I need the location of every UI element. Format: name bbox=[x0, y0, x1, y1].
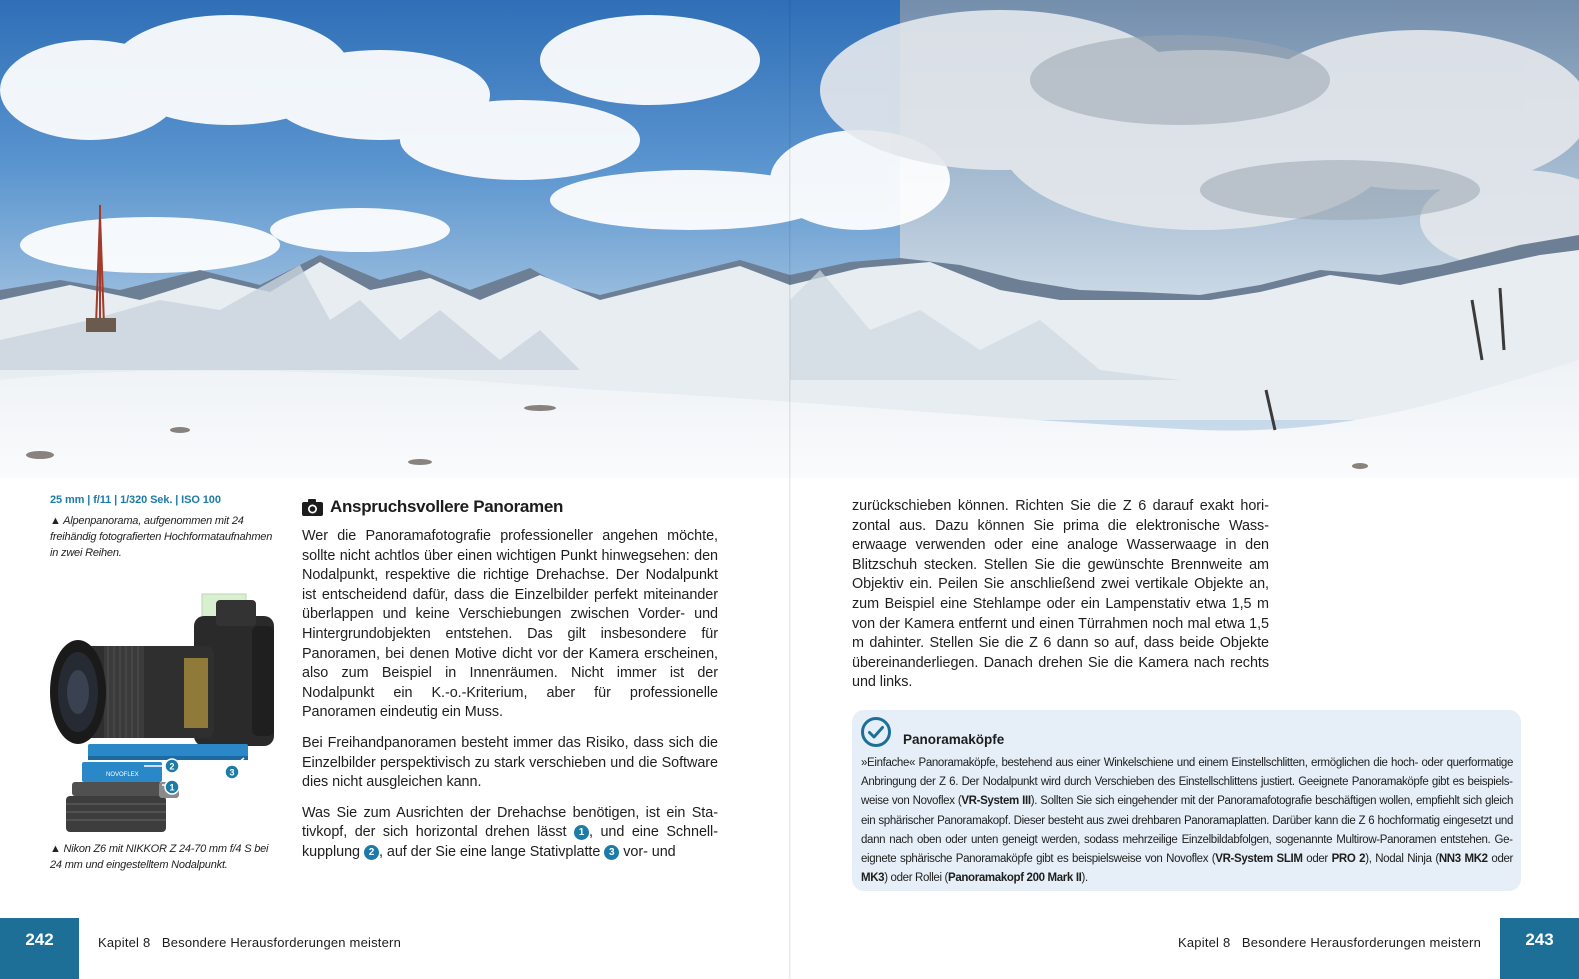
tip-box bbox=[852, 710, 1521, 891]
callout-2-label: 2 bbox=[169, 761, 175, 772]
running-footer-left: Kapitel 8 Besondere Herausforderungen meistern bbox=[98, 935, 401, 950]
text-run: oder bbox=[1487, 853, 1514, 866]
panorama-caption: ▲ Alpenpanorama, aufgenommen mit 24 freihändig fotografierten Hochformataufnahmen in zwei Reihen. bbox=[50, 515, 273, 559]
paragraph: zurückschieben können. Richten Sie die Z 6 darauf exakt horizontal aus. Dazu können Sie prima die elektronische Wasserwaage verwenden oder eine analoge Wasserwaage in den Blitzschuh stecken. Stellen Sie die gewünschte Brennweite am Objektiv ein. Peilen Sie anschließend zwei vertikale Objekte an, zum Beispiel eine Stehlampe oder ein Lampenstativ etwa 1,5 m von der Kamera entfernt und einen Türrahmen noch mal etwa 1,5 m dahinter. Stellen Sie die Z 6 dann so auf, dass beide Objekte übereinanderliegen. Danach drehen Sie die Kamera nach rechts und links. bbox=[852, 498, 1269, 691]
section-heading bbox=[302, 497, 563, 517]
callout-bullet-3: 3 bbox=[604, 845, 619, 860]
page-number-left: 242 bbox=[0, 918, 79, 979]
text-run: ) oder Rollei ( bbox=[884, 872, 949, 885]
paragraph: Bei Freihandpanoramen besteht immer das Risiko, dass sich die Einzelbilder perspektivisch zu stark verschieben und die Software dies nicht ausgleichen kann. bbox=[302, 734, 718, 791]
checkmark-circle-icon bbox=[860, 716, 892, 748]
product-name: VR-System SLIM bbox=[1215, 853, 1303, 866]
tip-box-text bbox=[861, 754, 1513, 888]
stativkopf bbox=[66, 796, 166, 832]
text-run: oder bbox=[1302, 853, 1332, 866]
text-run: ). Sollten Sie sich eingehender mit der Panoramafotografie beschäftigen wollen, empfiehlt sich gleich ein sphärischer Panoramakopf. Dieser besteht aus zwei drehbaren Panoramaplatten. Darüber kann die Z 6 hochformatig eingesetzt und dann nach oben oder unten geneigt werden, sodass mehrzeilige Einzelbildabfolgen, sogenannte Multirow-Panoramen entstehen. Geeignete sphärische Panoramaköpfe gibt es beispielsweise von Novoflex ( bbox=[861, 795, 1514, 866]
callout-bullet-1: 1 bbox=[574, 825, 589, 840]
book-gutter bbox=[789, 0, 791, 979]
tip-box-title: Panoramaköpfe bbox=[903, 732, 1005, 747]
left-body-column bbox=[302, 527, 718, 874]
product-name: MK3 bbox=[861, 872, 885, 885]
product-name: Panoramakopf 200 Mark II bbox=[948, 872, 1082, 885]
text-run: Was Sie zum Ausrichten der Drehachse benötigen, ist ein Stativkopf, der sich horizontal drehen lässt bbox=[302, 804, 718, 841]
page-number-right: 243 bbox=[1500, 918, 1579, 979]
paragraph bbox=[302, 804, 718, 863]
text-run: ), Nodal Ninja ( bbox=[1365, 853, 1439, 866]
paragraph: Wer die Panoramafotografie professioneller angehen möchte, sollte nicht achtlos über einen wichtigen Punkt hinwegsehen: den Nodalpunkt, respektive die richtige Drehachse. Der Nodalpunkt ist entscheidend dafür, dass die Einzelbilder perfekt miteinander überlappen und keine Verschiebungen zwischen Vorder- und Hintergrundobjekten entstehen. Das gilt insbesondere für Panoramen, bei denen Motive dicht vor der Kamera erscheinen, also zum Beispiel in Innenräumen. Nicht immer ist der Nodalpunkt ein K.-o.-Kriterium, aber für professionelle Panoramen eindeutig ein Muss. bbox=[302, 528, 718, 721]
product-name: NN3 MK2 bbox=[1438, 853, 1488, 866]
camera-illustration bbox=[44, 586, 290, 832]
novoflex-logo: NOVOFLEX bbox=[106, 772, 139, 778]
camera-figure bbox=[44, 586, 290, 832]
product-name: VR-System III bbox=[961, 795, 1031, 808]
right-body-column bbox=[852, 497, 1269, 704]
section-title: Anspruchsvollere Panoramen bbox=[330, 497, 564, 516]
stativplatte-rail bbox=[88, 744, 248, 758]
exif-info: 25 mm | f/11 | 1/320 Sek. | ISO 100 bbox=[50, 494, 221, 506]
text-run: , auf der Sie eine lange Stativplatte bbox=[378, 843, 605, 860]
text-run: ). bbox=[1081, 872, 1088, 885]
product-name: PRO 2 bbox=[1331, 853, 1366, 866]
callout-1-label: 1 bbox=[169, 782, 175, 793]
camera-caption: ▲ Nikon Z6 mit NIKKOR Z 24-70 mm f/4 S bei 24 mm und eingestelltem Nodalpunkt. bbox=[50, 843, 269, 871]
text-run: , und eine Schnellkupplung bbox=[302, 824, 718, 860]
running-footer-right: Kapitel 8 Besondere Herausforderungen meistern bbox=[1178, 935, 1481, 950]
text-run: »Einfache« Panoramaköpfe, bestehend aus einer Winkelschiene und einem Einstellschlitten, ermöglichen die hoch- oder querformatige Anbringung der Z 6. Der Nodalpunkt wird durch Verschieben des Einstellschlittens justiert. Geeignete Panoramaköpfe gibt es beispielsweise von Novoflex ( bbox=[861, 757, 1513, 808]
callout-bullet-2: 2 bbox=[364, 845, 379, 860]
camera-icon bbox=[302, 499, 323, 516]
text-run: vor- und bbox=[619, 843, 676, 860]
callout-3-label: 3 bbox=[229, 767, 235, 778]
callout-badges bbox=[165, 759, 239, 794]
